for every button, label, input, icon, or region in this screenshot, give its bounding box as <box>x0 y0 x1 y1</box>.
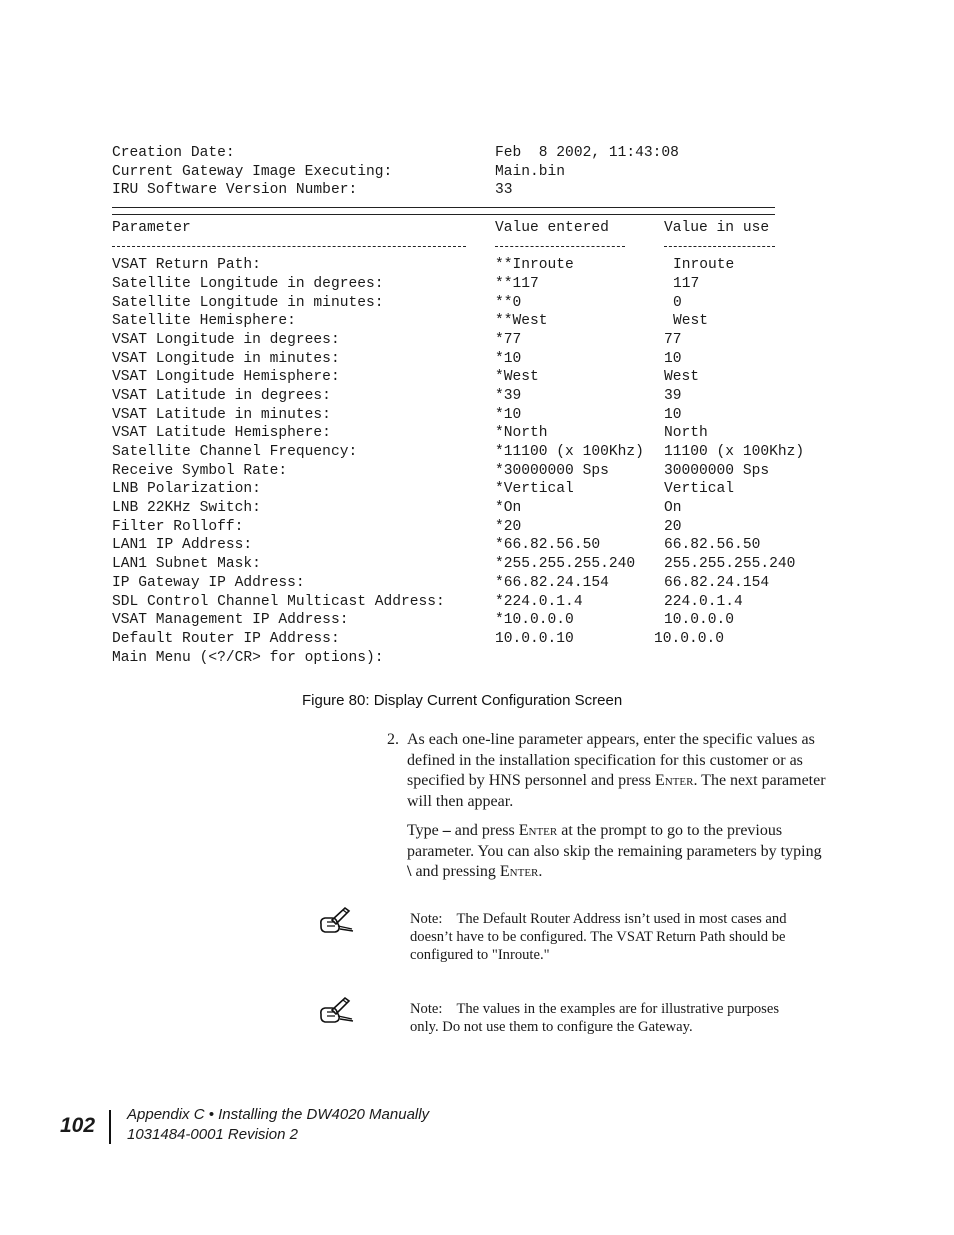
row-value-entered: *West <box>495 369 539 386</box>
row-value-entered: *77 <box>495 331 522 348</box>
note-body: The values in the examples are for illustrative purposes only. Do not use them to configure the Gateway. <box>410 1001 780 1036</box>
table-row <box>112 574 832 593</box>
row-value-in-use: 10 <box>664 350 682 367</box>
note-label: Note: <box>410 911 443 927</box>
header-label: Creation Date: <box>112 145 235 161</box>
row-value-entered: *39 <box>495 387 522 404</box>
row-value-entered: *10 <box>495 406 522 423</box>
row-parameter: VSAT Return Path: <box>112 257 261 274</box>
row-parameter: VSAT Longitude in degrees: <box>112 331 340 348</box>
minus-key: – <box>442 822 451 839</box>
dash-rule-entered <box>495 246 625 247</box>
backslash-key: \ <box>407 863 412 880</box>
row-value-entered: **West <box>495 313 548 330</box>
table-row <box>112 593 832 612</box>
row-value-entered: *10.0.0.0 <box>495 612 574 629</box>
enter-key: Enter <box>499 863 539 880</box>
row-value-entered: *66.82.56.50 <box>495 537 601 554</box>
footer-line-1: Appendix C • Installing the DW4020 Manually <box>127 1106 430 1123</box>
row-value-in-use: 10 <box>664 406 682 423</box>
row-value-in-use: 0 <box>673 294 682 311</box>
table-row <box>112 555 832 574</box>
row-value-in-use: 30000000 Sps <box>664 462 770 479</box>
dash-rule <box>112 237 832 256</box>
text: Type <box>407 822 443 839</box>
config-screen <box>112 144 832 667</box>
table-row <box>112 294 832 313</box>
double-rule <box>112 200 832 219</box>
table-row <box>112 536 832 555</box>
text: As each one-line parameter appears, enter the specific values as defined in the installation specification for this customer or as specified by HNS personnel and press <box>407 731 815 789</box>
row-value-in-use: West <box>664 369 700 386</box>
writing-hand-icon <box>318 906 356 936</box>
table-row <box>112 275 832 294</box>
table-row <box>112 331 832 350</box>
footer-line-2: 1031484-0001 Revision 2 <box>127 1126 298 1143</box>
table-header <box>112 219 832 238</box>
page-footer <box>60 1104 560 1152</box>
row-value-in-use: 10.0.0.0 <box>654 630 725 647</box>
table-row <box>112 368 832 387</box>
row-value-entered: **0 <box>495 294 522 311</box>
menu-prompt <box>112 649 832 668</box>
note-body: The Default Router Address isn’t used in most cases and doesn’t have to be configured. The VSAT Return Path should be configured to "Inroute." <box>410 911 787 964</box>
prompt-text: Main Menu (<?/CR> for options): <box>112 649 384 666</box>
note-label: Note: <box>410 1001 443 1017</box>
text: . The next parameter will then appear. <box>407 772 826 810</box>
table-row <box>112 312 832 331</box>
enter-key: Enter <box>518 822 558 839</box>
page-number: 102 <box>60 1114 96 1137</box>
row-parameter: VSAT Longitude Hemisphere: <box>112 369 340 386</box>
table-row <box>112 387 832 406</box>
dash-rule-parameter <box>112 246 466 247</box>
row-value-entered: *Vertical <box>495 481 574 498</box>
row-value-entered: *On <box>495 500 522 517</box>
row-value-entered: *20 <box>495 518 522 535</box>
row-parameter: Satellite Hemisphere: <box>112 313 296 330</box>
text: and pressing <box>411 863 500 880</box>
col-value-in-use: Value in use <box>664 219 770 236</box>
row-parameter: VSAT Latitude Hemisphere: <box>112 425 331 442</box>
row-value-entered: *66.82.24.154 <box>495 574 609 591</box>
row-value-entered: 10.0.0.10 <box>495 630 574 647</box>
text: . <box>538 863 543 880</box>
step-number: 2. <box>387 731 399 748</box>
row-value-in-use: 20 <box>664 518 682 535</box>
note-text <box>410 1000 800 1036</box>
row-value-in-use: 11100 (x 100Khz) <box>664 444 805 460</box>
step-paragraph-2 <box>407 821 827 883</box>
note-text <box>410 910 800 965</box>
header-value: 33 <box>495 182 513 199</box>
row-parameter: LAN1 IP Address: <box>112 537 253 554</box>
row-value-entered: *10 <box>495 350 522 367</box>
table-row <box>112 611 832 630</box>
row-value-in-use: Inroute <box>673 257 735 274</box>
table-row <box>112 499 832 518</box>
step-paragraph-1 <box>407 730 827 812</box>
text: and press <box>450 822 519 839</box>
double-rule-line <box>112 207 775 215</box>
row-parameter: LNB Polarization: <box>112 481 261 498</box>
row-value-in-use: Vertical <box>664 481 735 498</box>
table-row <box>112 630 832 649</box>
table-row <box>112 443 832 462</box>
text: at the prompt to go to the previous parameter. You can also skip the remaining parameters by typing <box>407 822 822 860</box>
row-value-entered: **117 <box>495 275 539 292</box>
row-value-entered: *30000000 Sps <box>495 462 609 479</box>
table-row <box>112 480 832 499</box>
col-parameter: Parameter <box>112 219 191 236</box>
row-parameter: LNB 22KHz Switch: <box>112 500 261 517</box>
row-value-in-use: 77 <box>664 331 682 348</box>
table-row <box>112 462 832 481</box>
parameter-rows <box>112 256 832 648</box>
dash-rule-in-use <box>664 246 775 247</box>
row-value-in-use: West <box>673 313 709 330</box>
header-label: IRU Software Version Number: <box>112 182 358 199</box>
row-value-in-use: 255.255.255.240 <box>664 556 796 573</box>
row-parameter: Receive Symbol Rate: <box>112 462 288 479</box>
header-row <box>112 163 832 182</box>
row-value-entered: *224.0.1.4 <box>495 593 583 610</box>
enter-key: Enter <box>654 772 694 789</box>
row-value-entered: **Inroute <box>495 257 574 274</box>
header-row <box>112 144 832 163</box>
row-value-in-use: 10.0.0.0 <box>664 612 735 629</box>
table-row <box>112 256 832 275</box>
row-value-in-use: 117 <box>673 275 700 292</box>
row-parameter: VSAT Longitude in minutes: <box>112 350 340 367</box>
row-value-in-use: 39 <box>664 387 682 404</box>
table-row <box>112 406 832 425</box>
figure-caption: Figure 80: Display Current Configuration Screen <box>302 692 623 709</box>
row-parameter: Satellite Channel Frequency: <box>112 444 358 460</box>
header-label: Current Gateway Image Executing: <box>112 163 393 180</box>
row-value-entered: *255.255.255.240 <box>495 556 636 573</box>
table-row <box>112 518 832 537</box>
table-row <box>112 424 832 443</box>
row-parameter: SDL Control Channel Multicast Address: <box>112 593 445 610</box>
row-value-in-use: 66.82.56.50 <box>664 537 761 554</box>
row-value-entered: *11100 (x 100Khz) <box>495 444 644 460</box>
row-parameter: LAN1 Subnet Mask: <box>112 556 261 573</box>
row-value-in-use: 66.82.24.154 <box>664 574 770 591</box>
table-row <box>112 350 832 369</box>
row-parameter: VSAT Latitude in degrees: <box>112 387 331 404</box>
row-value-in-use: 224.0.1.4 <box>664 593 743 610</box>
row-value-in-use: On <box>664 500 682 517</box>
row-parameter: IP Gateway IP Address: <box>112 574 305 591</box>
header-row <box>112 181 832 200</box>
row-parameter: Filter Rolloff: <box>112 518 244 535</box>
row-parameter: VSAT Management IP Address: <box>112 612 349 629</box>
header-value: Feb 8 2002, 11:43:08 <box>495 145 679 161</box>
row-parameter: Default Router IP Address: <box>112 630 340 647</box>
header-value: Main.bin <box>495 163 566 180</box>
row-parameter: Satellite Longitude in minutes: <box>112 294 384 311</box>
footer-divider <box>109 1110 111 1144</box>
row-value-in-use: North <box>664 425 708 442</box>
row-parameter: Satellite Longitude in degrees: <box>112 275 384 292</box>
row-value-entered: *North <box>495 425 548 442</box>
step-2 <box>387 730 827 892</box>
writing-hand-icon <box>318 996 356 1026</box>
row-parameter: VSAT Latitude in minutes: <box>112 406 331 423</box>
col-value-entered: Value entered <box>495 219 609 236</box>
